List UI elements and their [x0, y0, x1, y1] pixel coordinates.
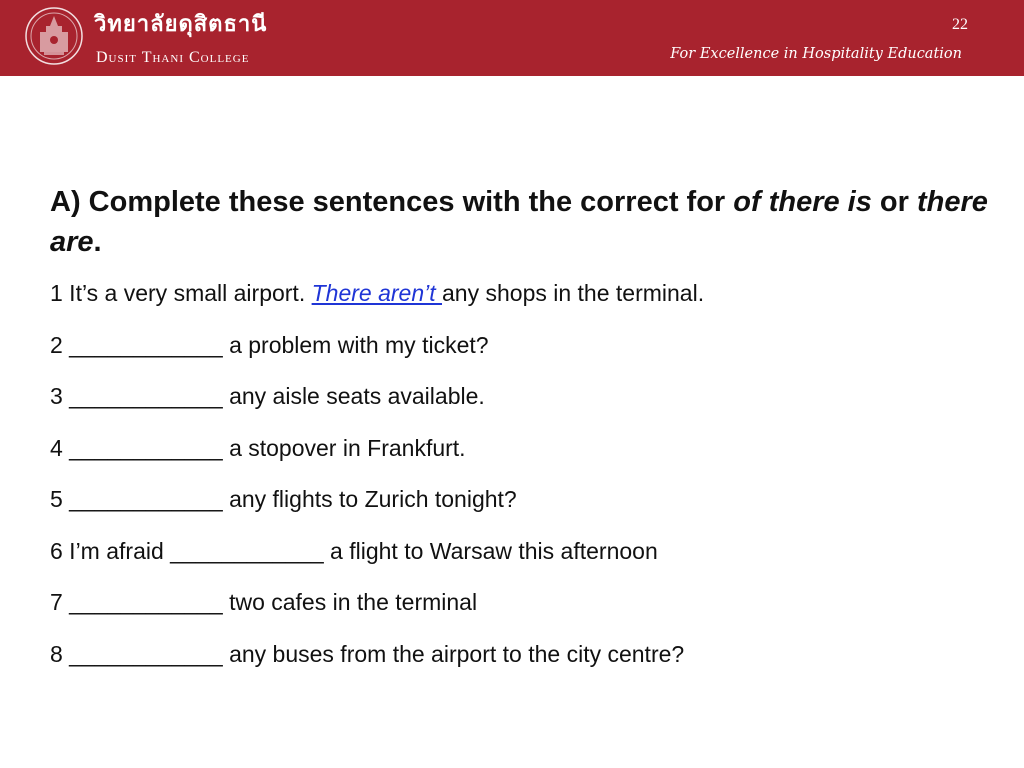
instruction-term-there-is: of there is: [733, 186, 872, 218]
college-name-thai: วิทยาลัยดุสิตธานี: [94, 12, 268, 37]
slide-header: [0, 0, 1024, 76]
instruction-heading: [50, 182, 990, 262]
exercise-text-end: any shops in the terminal.: [442, 280, 705, 306]
exercise-text: 3 ____________ any aisle seats available.: [50, 383, 485, 409]
exercise-text: 1 It’s a very small airport.: [50, 280, 312, 306]
exercise-list: [50, 276, 990, 688]
exercise-item-4: [50, 431, 990, 483]
exercise-item-7: [50, 585, 990, 637]
college-emblem-icon: [24, 6, 84, 66]
exercise-item-2: [50, 328, 990, 380]
tagline: For Excellence in Hospitality Education: [670, 46, 962, 62]
exercise-item-5: [50, 482, 990, 534]
exercise-text: 6 I’m afraid ____________ a flight to Warsaw this afternoon: [50, 537, 658, 564]
exercise-text: 2 ____________ a problem with my ticket?: [50, 331, 489, 358]
instruction-suffix: .: [93, 226, 102, 258]
exercise-item-1: [50, 276, 990, 328]
instruction-connector: or: [871, 186, 917, 218]
instruction-prefix: A) Complete these sentences with the correct for: [50, 186, 734, 218]
exercise-item-8: [50, 637, 990, 689]
exercise-text: 5 ____________ any flights to Zurich tonight?: [50, 486, 517, 512]
exercise-text: 7 ____________ two cafes in the terminal: [50, 589, 478, 615]
exercise-item-3: [50, 379, 990, 431]
instruction-term-there-are: there are: [50, 186, 988, 258]
example-answer: There aren’t: [311, 280, 443, 306]
slide-number: 22: [952, 16, 968, 33]
college-name-english: Dusit Thani College: [96, 49, 250, 66]
exercise-text: 8 ____________ any buses from the airport to the city centre?: [50, 640, 685, 667]
exercise-text: 4 ____________ a stopover in Frankfurt.: [50, 434, 466, 461]
exercise-item-6: [50, 534, 990, 586]
